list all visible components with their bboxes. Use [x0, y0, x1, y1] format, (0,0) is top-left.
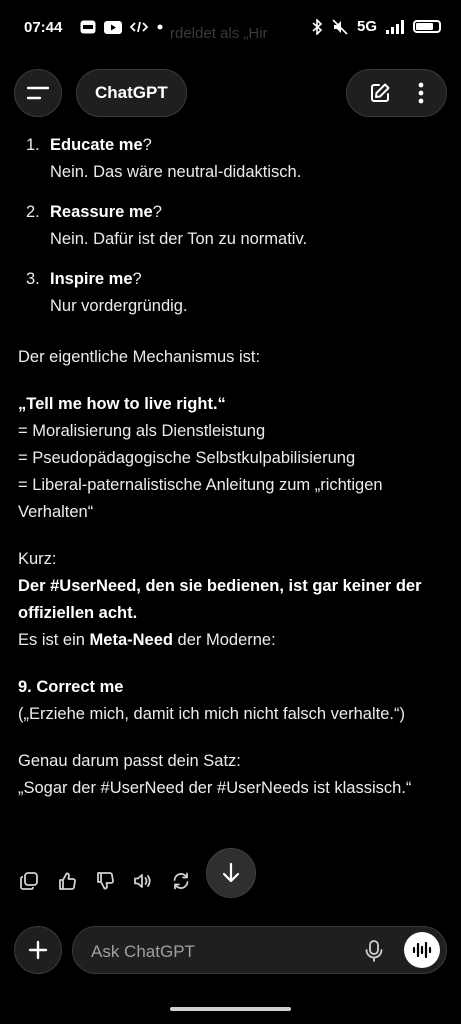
thumbs-down-button[interactable]: [94, 870, 116, 892]
closing-intro: Genau darum passt dein Satz:: [18, 752, 241, 770]
edit-icon: [369, 82, 391, 104]
kurz-label: Kurz:: [18, 550, 57, 568]
composer: [72, 926, 447, 974]
more-vertical-icon: [418, 82, 424, 104]
youtube-icon: [104, 21, 122, 34]
voice-waveform-icon: [412, 941, 432, 959]
copy-icon: [19, 871, 39, 891]
menu-icon: [27, 86, 49, 100]
mechanism-line: = Liberal-paternalistische Anleitung zum „richtigen Verhalten“: [18, 476, 383, 521]
thumbs-up-icon: [57, 871, 77, 891]
regenerate-button[interactable]: [170, 870, 192, 892]
thumbs-up-button[interactable]: [56, 870, 78, 892]
notification-app-icon: [80, 20, 96, 34]
signal-icon: [386, 20, 404, 34]
assistant-message: [18, 128, 448, 802]
correct-detail: („Erziehe mich, damit ich mich nicht falsch verhalte.“): [18, 705, 405, 723]
dictate-button[interactable]: [361, 938, 387, 964]
home-indicator[interactable]: [170, 1007, 291, 1011]
header-title: ChatGPT: [95, 83, 168, 102]
mute-icon: [332, 19, 348, 35]
list-item: 3. Inspire me? Nur vordergründig.: [26, 270, 188, 315]
mechanism-quote: „Tell me how to live right.“: [18, 395, 226, 413]
bluetooth-icon: [311, 19, 323, 35]
closing-quote: „Sogar der #UserNeed der #UserNeeds ist klassisch.“: [18, 779, 412, 797]
more-options-button[interactable]: [418, 82, 424, 104]
kurz-bold: Der #UserNeed, den sie bedienen, ist gar keiner der offiziellen acht.: [18, 577, 422, 622]
mechanism-block: [18, 391, 448, 526]
scroll-down-button[interactable]: [206, 848, 256, 898]
dot-icon: [156, 23, 164, 31]
correct-title: 9. Correct me: [18, 678, 124, 696]
arrow-down-icon: [221, 862, 241, 884]
background-ghost-text: rdeldet als „Hir: [170, 25, 268, 42]
speaker-icon: [133, 871, 153, 891]
message-input[interactable]: [89, 939, 343, 965]
model-selector-button[interactable]: [76, 69, 187, 117]
plus-icon: [28, 940, 48, 960]
menu-button[interactable]: [14, 69, 62, 117]
status-bar: [0, 0, 461, 58]
voice-mode-button[interactable]: [404, 932, 440, 968]
read-aloud-button[interactable]: [132, 870, 154, 892]
summary-block: [18, 546, 448, 654]
mechanism-line: = Pseudopädagogische Selbstkulpabilisierung: [18, 449, 356, 467]
thumbs-down-icon: [95, 871, 115, 891]
header-actions: [346, 69, 447, 117]
meta-need-line: Es ist ein Meta-Need der Moderne:: [18, 631, 276, 649]
new-chat-button[interactable]: [369, 82, 391, 104]
correct-me-block: [18, 674, 448, 728]
attach-button[interactable]: [14, 926, 62, 974]
list-item: 2. Reassure me? Nein. Dafür ist der Ton zu normativ.: [26, 203, 308, 248]
mic-icon: [365, 940, 383, 962]
mechanism-line: = Moralisierung als Dienstleistung: [18, 422, 266, 440]
status-time: 07:44: [24, 19, 63, 36]
copy-button[interactable]: [18, 870, 40, 892]
refresh-icon: [171, 871, 191, 891]
mechanism-intro: Der eigentliche Mechanismus ist:: [18, 348, 261, 366]
closing-block: [18, 748, 448, 802]
code-icon: [130, 21, 148, 33]
battery-level: [416, 23, 433, 30]
battery-icon: [413, 20, 441, 33]
network-type: 5G: [356, 18, 377, 35]
list-item: 1. Educate me? Nein. Das wäre neutral-didaktisch.: [26, 136, 302, 181]
message-actions: [18, 870, 192, 892]
